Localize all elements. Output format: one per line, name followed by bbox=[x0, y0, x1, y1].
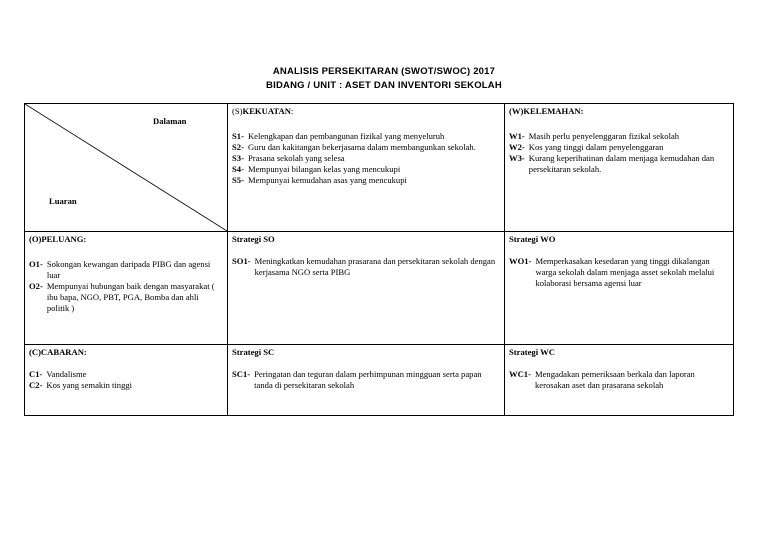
strengths-header: (S)KEKUATAN: bbox=[232, 106, 294, 116]
list-item: S5- Mempunyai kemudahan asas yang mencukupi bbox=[232, 175, 407, 185]
strategy-so-header: Strategi SO bbox=[232, 234, 275, 244]
challenges-cell bbox=[25, 345, 228, 416]
list-item: WC1- Mengadakan pemeriksaan berkala dan laporan kerosakan aset dan prasarana sekolah bbox=[509, 369, 695, 390]
list-item: W1- Masih perlu penyelenggaran fizikal sekolah bbox=[509, 131, 680, 141]
internal-label: Dalaman bbox=[153, 116, 187, 126]
diagonal-divider bbox=[25, 104, 227, 231]
list-item: S1- Kelengkapan dan pembangunan fizikal yang menyeluruh bbox=[232, 131, 445, 141]
table-row bbox=[25, 345, 734, 416]
strategy-wo-cell bbox=[505, 232, 734, 345]
swot-table bbox=[24, 103, 734, 416]
weaknesses-cell bbox=[505, 104, 734, 232]
list-item: S3- Prasana sekolah yang selesa bbox=[232, 153, 345, 163]
external-label: Luaran bbox=[49, 196, 77, 206]
opportunities-cell bbox=[25, 232, 228, 345]
list-item: C2- Kos yang semakin tinggi bbox=[29, 380, 133, 390]
list-item: O2- Mempunyai hubungan baik dengan masyarakat ( ibu bapa, NGO, PBT, PGA, Bomba dan ahli politik ) bbox=[29, 281, 215, 313]
strategy-wc-cell bbox=[505, 345, 734, 416]
strengths-cell bbox=[228, 104, 505, 232]
strategy-wo-header: Strategi WO bbox=[509, 234, 556, 244]
list-item: W3- Kurang keperihatinan dalam menjaga kemudahan dan persekitaran sekolah. bbox=[509, 153, 715, 174]
corner-cell bbox=[25, 104, 228, 232]
list-item: SO1- Meningkatkan kemudahan prasarana dan persekitaran sekolah dengan kerjasama NGO serta PIBG bbox=[232, 256, 496, 277]
strategy-wc-header: Strategi WC bbox=[509, 347, 555, 357]
list-item: SC1- Peringatan dan teguran dalam perhimpunan mingguan serta papan tanda di persekitaran sekolah bbox=[232, 369, 482, 390]
weaknesses-header: (W)KELEMAHAN: bbox=[509, 106, 584, 116]
list-item: C1- Vandalisme bbox=[29, 369, 87, 379]
challenges-header: (C)CABARAN: bbox=[29, 347, 87, 357]
table-row bbox=[25, 104, 734, 232]
list-item: S2- Guru dan kakitangan bekerjasama dalam membangunkan sekolah. bbox=[232, 142, 476, 152]
table-row bbox=[25, 232, 734, 345]
list-item: WO1- Memperkasakan kesedaran yang tinggi dikalangan warga sekolah dalam menjaga asset sekolah melalui kolaborasi bersama agensi luar bbox=[509, 256, 715, 288]
strategy-sc-header: Strategi SC bbox=[232, 347, 275, 357]
document-subtitle: BIDANG / UNIT : ASET DAN INVENTORI SEKOLAH bbox=[266, 80, 502, 91]
opportunities-header: (O)PELUANG: bbox=[29, 234, 87, 244]
list-item: O1- Sokongan kewangan daripada PIBG dan agensi luar bbox=[29, 259, 211, 280]
strategy-sc-cell bbox=[228, 345, 505, 416]
list-item: W2- Kos yang tinggi dalam penyelenggaran bbox=[509, 142, 664, 152]
document-title: ANALISIS PERSEKITARAN (SWOT/SWOC) 2017 bbox=[272, 66, 496, 77]
strategy-so-cell bbox=[228, 232, 505, 345]
list-item: S4- Mempunyai bilangan kelas yang mencukupi bbox=[232, 164, 401, 174]
